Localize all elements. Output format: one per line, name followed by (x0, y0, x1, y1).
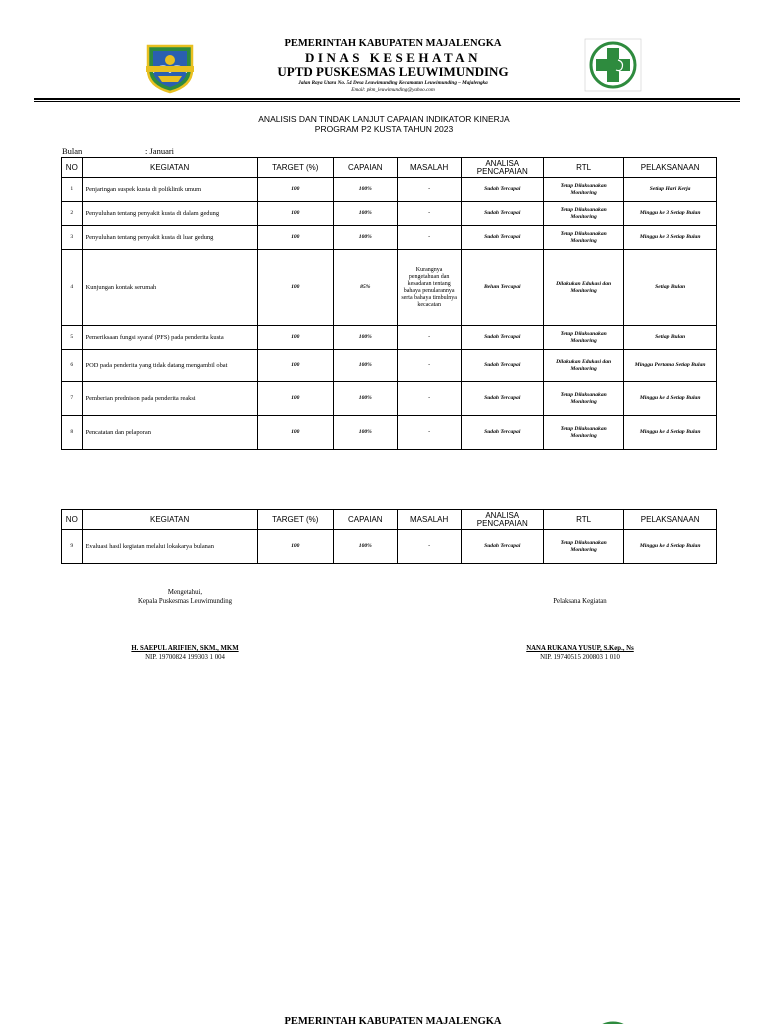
cell-no: 4 (62, 250, 83, 326)
cell-no: 3 (62, 226, 83, 250)
cell-pelaksanaan: Setiap Hari Kerja (624, 178, 717, 202)
cell-capaian: 100% (333, 382, 397, 416)
cell-rtl: Dilakukan Edukasi dan Monitoring (543, 350, 623, 382)
cell-analisa: Sudah Tercapai (461, 416, 543, 450)
col-header-analisa: ANALISA PENCAPAIAN (461, 158, 543, 178)
cell-capaian: 100% (333, 350, 397, 382)
col-header-masalah: MASALAH (397, 158, 461, 178)
sig-right-line1: Pelaksana Kegiatan (553, 598, 607, 605)
cell-masalah: - (397, 350, 461, 382)
col-header-capaian: CAPAIAN (333, 158, 397, 178)
cell-masalah: - (397, 326, 461, 350)
sig-left-nip: NIP. 19700824 199303 1 004 (145, 654, 225, 661)
cell-capaian: 85% (333, 250, 397, 326)
col-header-no: NO (62, 510, 83, 530)
signature-right (500, 597, 660, 662)
cell-masalah: - (397, 178, 461, 202)
table-header-row (62, 158, 717, 178)
col-header-kegiatan: KEGIATAN (82, 158, 257, 178)
cell-no: 9 (62, 530, 83, 564)
table-row (62, 326, 717, 350)
puskesmas-logo-icon (584, 38, 642, 92)
cell-rtl: Tetap Dilaksanakan Monitoring (543, 530, 623, 564)
header-department: DINAS KESEHATAN (305, 50, 481, 65)
month-label: Bulan (62, 146, 83, 156)
col-header-kegiatan: KEGIATAN (82, 510, 257, 530)
cell-target: 100 (257, 530, 333, 564)
cell-kegiatan: Penjaringan suspek kusta di poliklinik umum (82, 178, 257, 202)
cell-rtl: Tetap Dilaksanakan Monitoring (543, 326, 623, 350)
indicator-table (61, 157, 717, 450)
cell-kegiatan: Pemeriksaan fungsi syaraf (PFS) pada penderita kusta (82, 326, 257, 350)
cell-kegiatan: Kunjungan kontak serumah (82, 250, 257, 326)
indicator-table-body (62, 178, 717, 450)
col-header-rtl: RTL (543, 158, 623, 178)
evaluation-table (61, 509, 717, 564)
next-page-header (0, 1012, 768, 1024)
cell-pelaksanaan: Minggu ke 4 Setiap Bulan (624, 382, 717, 416)
cell-target: 100 (257, 178, 333, 202)
cell-pelaksanaan: Setiap Bulan (624, 326, 717, 350)
header-institution: UPTD PUSKESMAS LEUWIMUNDING (277, 64, 509, 79)
cell-no: 1 (62, 178, 83, 202)
cell-capaian: 100% (333, 530, 397, 564)
cell-rtl: Tetap Dilaksanakan Monitoring (543, 178, 623, 202)
cell-rtl: Tetap Dilaksanakan Monitoring (543, 226, 623, 250)
header-rule (34, 98, 740, 100)
cell-capaian: 100% (333, 202, 397, 226)
col-header-masalah: MASALAH (397, 510, 461, 530)
table-row (62, 382, 717, 416)
evaluation-table-body (62, 530, 717, 564)
sig-right-nip: NIP. 19740515 200803 1 010 (540, 654, 620, 661)
col-header-pelaksanaan: PELAKSANAAN (624, 158, 717, 178)
col-header-analisa: ANALISA PENCAPAIAN (461, 510, 543, 530)
signature-left (100, 588, 270, 662)
cell-target: 100 (257, 250, 333, 326)
cell-rtl: Tetap Dilaksanakan Monitoring (543, 382, 623, 416)
cell-target: 100 (257, 326, 333, 350)
cell-masalah: - (397, 226, 461, 250)
cell-pelaksanaan: Minggu ke 4 Setiap Bulan (624, 416, 717, 450)
cell-analisa: Sudah Tercapai (461, 350, 543, 382)
table-row (62, 250, 717, 326)
cell-pelaksanaan: Setiap Bulan (624, 250, 717, 326)
cell-kegiatan: Pemberian prednison pada penderita reaksi (82, 382, 257, 416)
cell-capaian: 100% (333, 416, 397, 450)
col-header-capaian: CAPAIAN (333, 510, 397, 530)
month-value: : Januari (145, 146, 175, 156)
document-subtitle: PROGRAM P2 KUSTA TAHUN 2023 (314, 124, 454, 134)
majalengka-logo-icon (142, 40, 198, 94)
cell-pelaksanaan: Minggu ke 4 Setiap Bulan (624, 530, 717, 564)
cell-analisa: Belum Tercapai (461, 250, 543, 326)
cell-analisa: Sudah Tercapai (461, 226, 543, 250)
cell-rtl: Tetap Dilaksanakan Monitoring (543, 416, 623, 450)
cell-target: 100 (257, 382, 333, 416)
cell-masalah: - (397, 416, 461, 450)
cell-kegiatan: Penyuluhan tentang penyakit kusta di dalam gedung (82, 202, 257, 226)
table-row (62, 202, 717, 226)
cell-kegiatan: Penyuluhan tentang penyakit kusta di luar gedung (82, 226, 257, 250)
cell-target: 100 (257, 350, 333, 382)
table-row (62, 530, 717, 564)
cell-pelaksanaan: Minggu ke 3 Setiap Bulan (624, 202, 717, 226)
header-government: PEMERINTAH KABUPATEN MAJALENGKA (284, 38, 502, 49)
header-rule-thin (34, 101, 740, 102)
sig-left-name: H. SAEPUL ARIFIEN, SKM., MKM (131, 645, 239, 652)
cell-analisa: Sudah Tercapai (461, 326, 543, 350)
puskesmas-logo-icon (584, 1018, 642, 1024)
col-header-target: TARGET (%) (257, 510, 333, 530)
cell-kegiatan: POD pada penderita yang tidak datang mengambil obat (82, 350, 257, 382)
next-page-header-government: PEMERINTAH KABUPATEN MAJALENGKA (284, 1016, 502, 1024)
cell-target: 100 (257, 202, 333, 226)
cell-masalah: - (397, 202, 461, 226)
sig-left-line2: Kepala Puskesmas Leuwimunding (137, 598, 232, 605)
cell-analisa: Sudah Tercapai (461, 202, 543, 226)
cell-target: 100 (257, 226, 333, 250)
col-header-rtl: RTL (543, 510, 623, 530)
cell-analisa: Sudah Tercapai (461, 382, 543, 416)
document-title: ANALISIS DAN TINDAK LANJUT CAPAIAN INDIKATOR KINERJA (258, 114, 510, 124)
header-address: Jalan Raya Utara No. 54 Desa Leuwimunding Kecamatan Leuwimunding – Majalengka (298, 80, 488, 86)
cell-analisa: Sudah Tercapai (461, 178, 543, 202)
table-row (62, 416, 717, 450)
cell-kegiatan: Pencatatan dan pelaporan (82, 416, 257, 450)
cell-pelaksanaan: Minggu Pertama Setiap Bulan (624, 350, 717, 382)
cell-rtl: Dilakukan Edukasi dan Monitoring (543, 250, 623, 326)
table-row (62, 350, 717, 382)
cell-masalah: - (397, 530, 461, 564)
col-header-no: NO (62, 158, 83, 178)
cell-rtl: Tetap Dilaksanakan Monitoring (543, 202, 623, 226)
cell-target: 100 (257, 416, 333, 450)
cell-capaian: 100% (333, 178, 397, 202)
col-header-pelaksanaan: PELAKSANAAN (624, 510, 717, 530)
cell-capaian: 100% (333, 226, 397, 250)
table-row (62, 178, 717, 202)
cell-masalah: - (397, 382, 461, 416)
header-email: Email: pkm_leuwimunding@yahoo.com (351, 87, 435, 93)
col-header-target: TARGET (%) (257, 158, 333, 178)
majalengka-logo-icon (142, 1020, 198, 1024)
sig-left-line1: Mengetahui, (167, 589, 203, 596)
table-header-row (62, 510, 717, 530)
cell-masalah: Kurangnya pengetahuan dan kesadaran tentang bahaya penularannya serta bahaya timbulnya kecacatan (397, 250, 461, 326)
sig-right-name: NANA RUKANA YUSUP, S.Kep., Ns (526, 645, 634, 652)
cell-no: 8 (62, 416, 83, 450)
cell-no: 2 (62, 202, 83, 226)
cell-kegiatan: Evaluasi hasil kegiatan melalui lokakarya bulanan (82, 530, 257, 564)
cell-no: 7 (62, 382, 83, 416)
cell-capaian: 100% (333, 326, 397, 350)
cell-no: 6 (62, 350, 83, 382)
cell-analisa: Sudah Tercapai (461, 530, 543, 564)
cell-pelaksanaan: Minggu ke 3 Setiap Bulan (624, 226, 717, 250)
table-row (62, 226, 717, 250)
cell-no: 5 (62, 326, 83, 350)
